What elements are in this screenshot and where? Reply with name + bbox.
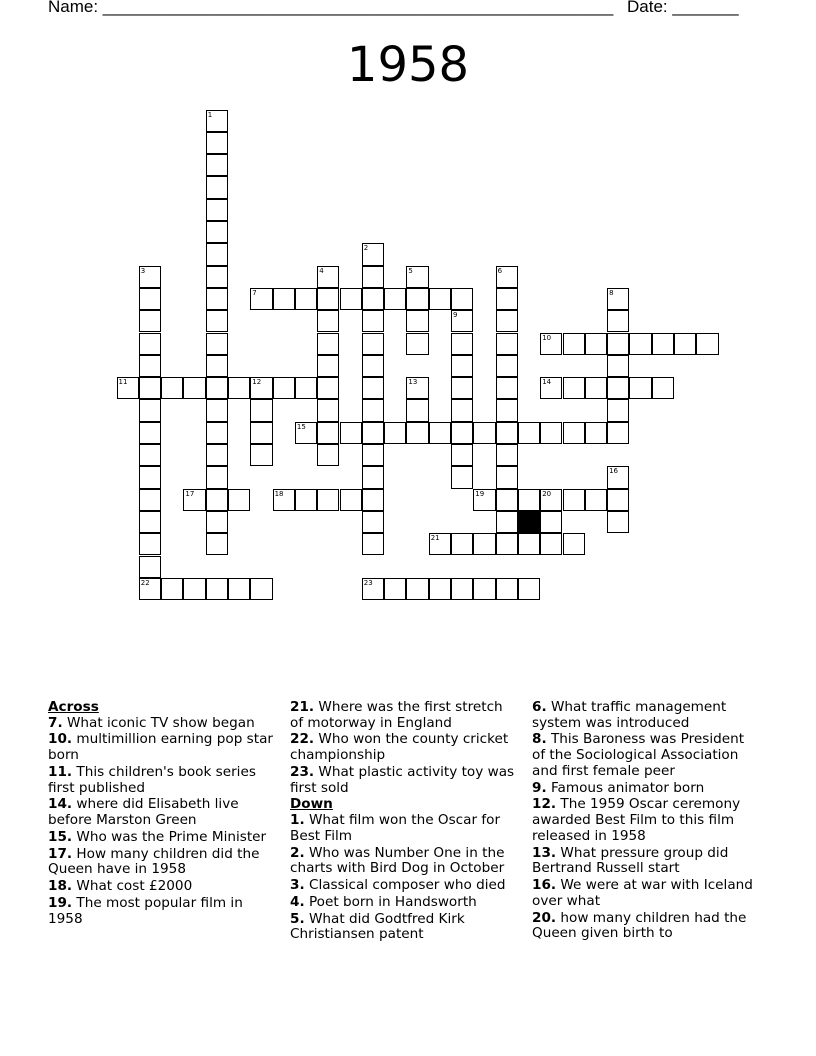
clue-number: 1.: [290, 812, 305, 829]
grid-cell[interactable]: [206, 533, 228, 555]
across-clue: [48, 896, 276, 927]
grid-cell[interactable]: [429, 533, 451, 555]
clue-number: 17.: [48, 845, 73, 862]
grid-cell[interactable]: [206, 310, 228, 332]
grid-cell[interactable]: [451, 578, 473, 600]
grid-cell[interactable]: [317, 377, 339, 399]
grid-black-cell: [518, 511, 540, 533]
grid-cell[interactable]: [206, 221, 228, 243]
grid-cell[interactable]: [161, 578, 183, 600]
grid-cell[interactable]: [473, 422, 495, 444]
grid-cell[interactable]: [206, 399, 228, 421]
down-clue: [290, 878, 518, 894]
grid-cell[interactable]: [250, 578, 272, 600]
grid-cell[interactable]: [206, 266, 228, 288]
down-clue: [532, 797, 760, 844]
grid-cell[interactable]: [206, 199, 228, 221]
clue-text: This Baroness was President of the Sociological Association and first female peer: [532, 731, 745, 779]
grid-cell[interactable]: [451, 288, 473, 310]
grid-cell[interactable]: [273, 288, 295, 310]
clue-number: 8.: [532, 731, 547, 748]
grid-cell[interactable]: [607, 489, 629, 511]
grid-cell[interactable]: [139, 288, 161, 310]
grid-cell[interactable]: [206, 243, 228, 265]
grid-cell[interactable]: [629, 377, 651, 399]
down-clue: [532, 781, 760, 797]
clue-text: What pressure group did Bertrand Russell start: [532, 844, 729, 877]
grid-cell[interactable]: [295, 288, 317, 310]
grid-cell[interactable]: [362, 489, 384, 511]
across-clue: [48, 879, 276, 895]
grid-cell[interactable]: [362, 511, 384, 533]
across-clue: [48, 716, 276, 732]
clue-number: 9.: [532, 779, 547, 796]
grid-cell[interactable]: [496, 266, 518, 288]
clue-text: how many children had the Queen given birth to: [532, 909, 747, 942]
clue-text: This children's book series first published: [48, 763, 256, 796]
clue-text: Poet born in Handsworth: [304, 893, 477, 910]
grid-cell[interactable]: [139, 556, 161, 578]
grid-cell[interactable]: [540, 511, 562, 533]
grid-cell[interactable]: [250, 399, 272, 421]
grid-cell[interactable]: [496, 333, 518, 355]
clue-text: multimillion earning pop star born: [48, 731, 273, 764]
grid-cell[interactable]: [585, 422, 607, 444]
grid-cell[interactable]: [406, 377, 428, 399]
grid-cell[interactable]: [607, 377, 629, 399]
grid-cell[interactable]: [496, 399, 518, 421]
grid-cell[interactable]: [250, 422, 272, 444]
across-clue: [290, 765, 518, 796]
clue-number: 22.: [290, 731, 315, 748]
grid-cell[interactable]: [518, 533, 540, 555]
grid-cell[interactable]: [139, 578, 161, 600]
across-heading: Across: [48, 699, 99, 715]
down-clue: [290, 895, 518, 911]
cell-number: 17: [185, 489, 195, 498]
grid-cell[interactable]: [540, 333, 562, 355]
clue-number: 3.: [290, 877, 305, 894]
clue-text: What film won the Oscar for Best Film: [290, 812, 501, 844]
cell-number: 3: [140, 266, 146, 275]
grid-cell[interactable]: [340, 422, 362, 444]
grid-cell[interactable]: [206, 288, 228, 310]
grid-cell[interactable]: [206, 132, 228, 154]
grid-cell[interactable]: [206, 422, 228, 444]
across-clue: [48, 732, 276, 763]
down-clue: [290, 912, 518, 943]
cell-number: 19: [475, 489, 485, 498]
grid-cell[interactable]: [250, 444, 272, 466]
grid-cell[interactable]: [429, 578, 451, 600]
page-title: 1958: [346, 37, 470, 93]
grid-cell[interactable]: [607, 288, 629, 310]
grid-cell[interactable]: [496, 578, 518, 600]
grid-cell[interactable]: [607, 333, 629, 355]
grid-cell[interactable]: [362, 288, 384, 310]
grid-cell[interactable]: [585, 377, 607, 399]
grid-cell[interactable]: [496, 355, 518, 377]
clue-text: Who won the county cricket championship: [290, 731, 509, 764]
grid-cell[interactable]: [473, 578, 495, 600]
clue-number: 7.: [48, 714, 63, 731]
cell-number: 10: [542, 333, 552, 342]
clue-text: Who was Number One in the charts with Bird Dog in October: [290, 844, 505, 877]
down-clue: [532, 700, 760, 731]
grid-cell[interactable]: [362, 243, 384, 265]
grid-cell[interactable]: [362, 533, 384, 555]
grid-cell[interactable]: [607, 310, 629, 332]
grid-cell[interactable]: [652, 377, 674, 399]
clue-text: Classical composer who died: [304, 877, 506, 894]
grid-cell[interactable]: [473, 489, 495, 511]
grid-cell[interactable]: [540, 489, 562, 511]
grid-cell[interactable]: [496, 288, 518, 310]
grid-cell[interactable]: [340, 489, 362, 511]
clue-number: 5.: [290, 910, 305, 927]
cell-number: 9: [453, 311, 458, 320]
grid-cell[interactable]: [139, 422, 161, 444]
clue-text: What traffic management system was introduced: [532, 699, 727, 731]
grid-cell[interactable]: [674, 333, 696, 355]
down-clue: [532, 911, 760, 942]
grid-cell[interactable]: [362, 310, 384, 332]
grid-cell[interactable]: [139, 533, 161, 555]
grid-cell[interactable]: [206, 355, 228, 377]
grid-cell[interactable]: [139, 466, 161, 488]
grid-cell[interactable]: [384, 422, 406, 444]
down-heading: Down: [290, 796, 333, 813]
clue-text: We were at war with Iceland over what: [532, 877, 753, 909]
clue-number: 2.: [290, 844, 305, 861]
clue-text: The most popular film in 1958: [48, 895, 243, 927]
down-clue: [532, 732, 760, 779]
grid-cell[interactable]: [518, 578, 540, 600]
grid-cell[interactable]: [273, 377, 295, 399]
clue-number: 6.: [532, 699, 547, 715]
grid-cell[interactable]: [563, 489, 585, 511]
grid-cell[interactable]: [451, 533, 473, 555]
grid-cell[interactable]: [451, 399, 473, 421]
grid-cell[interactable]: [362, 422, 384, 444]
grid-cell[interactable]: [273, 489, 295, 511]
grid-cell[interactable]: [228, 377, 250, 399]
grid-cell[interactable]: [607, 399, 629, 421]
grid-cell[interactable]: [496, 489, 518, 511]
clue-number: 23.: [290, 763, 315, 780]
across-clue: [48, 765, 276, 796]
grid-cell[interactable]: [362, 399, 384, 421]
down-clue: [290, 846, 518, 877]
grid-cell[interactable]: [563, 333, 585, 355]
grid-cell[interactable]: [206, 489, 228, 511]
grid-cell[interactable]: [496, 444, 518, 466]
grid-cell[interactable]: [518, 422, 540, 444]
grid-cell[interactable]: [340, 288, 362, 310]
clue-text: Famous animator born: [546, 779, 705, 796]
grid-cell[interactable]: [607, 511, 629, 533]
across-clue: [48, 830, 276, 846]
grid-cell[interactable]: [563, 533, 585, 555]
grid-cell[interactable]: [183, 377, 205, 399]
grid-cell[interactable]: [206, 176, 228, 198]
clue-text: where did Elisabeth live before Marston Green: [48, 796, 239, 829]
cell-number: 8: [609, 288, 614, 297]
cell-number: 16: [609, 467, 619, 476]
grid-cell[interactable]: [451, 444, 473, 466]
across-clue: [290, 700, 518, 731]
grid-cell[interactable]: [206, 578, 228, 600]
grid-cell[interactable]: [406, 399, 428, 421]
grid-cell[interactable]: [607, 355, 629, 377]
grid-cell[interactable]: [496, 310, 518, 332]
grid-cell[interactable]: [317, 288, 339, 310]
grid-cell[interactable]: [317, 310, 339, 332]
grid-cell[interactable]: [250, 377, 272, 399]
grid-cell[interactable]: [540, 422, 562, 444]
grid-cell[interactable]: [607, 422, 629, 444]
clue-number: 21.: [290, 699, 315, 715]
grid-cell[interactable]: [117, 377, 139, 399]
grid-cell[interactable]: [139, 399, 161, 421]
name-field-label: Name: ______________________________________________________: [48, 0, 614, 16]
clue-number: 12.: [532, 796, 557, 813]
down-clue: [290, 813, 518, 844]
grid-cell[interactable]: [362, 355, 384, 377]
clue-column-2: [290, 700, 518, 944]
grid-cell[interactable]: [540, 377, 562, 399]
grid-cell[interactable]: [295, 489, 317, 511]
clue-text: What plastic activity toy was first sold: [290, 763, 515, 796]
grid-cell[interactable]: [540, 533, 562, 555]
across-clue: [48, 847, 276, 878]
grid-cell[interactable]: [362, 333, 384, 355]
grid-cell[interactable]: [384, 578, 406, 600]
grid-cell[interactable]: [496, 377, 518, 399]
grid-cell[interactable]: [206, 444, 228, 466]
grid-cell[interactable]: [295, 422, 317, 444]
grid-cell[interactable]: [317, 333, 339, 355]
cell-number: 4: [319, 266, 324, 275]
grid-cell[interactable]: [607, 466, 629, 488]
clue-text: What iconic TV show began: [62, 714, 255, 731]
grid-cell[interactable]: [295, 377, 317, 399]
grid-cell[interactable]: [406, 333, 428, 355]
cell-number: 12: [252, 378, 262, 387]
grid-cell[interactable]: [406, 266, 428, 288]
grid-cell[interactable]: [362, 578, 384, 600]
grid-cell[interactable]: [317, 399, 339, 421]
clue-column-1: [48, 700, 276, 929]
grid-cell[interactable]: [228, 578, 250, 600]
grid-cell[interactable]: [362, 377, 384, 399]
grid-cell[interactable]: [406, 288, 428, 310]
grid-cell[interactable]: [585, 489, 607, 511]
grid-cell[interactable]: [139, 266, 161, 288]
date-field-label: Date: _______: [627, 0, 739, 16]
cell-number: 13: [408, 378, 418, 387]
grid-cell[interactable]: [317, 266, 339, 288]
cell-number: 7: [252, 288, 257, 297]
grid-cell[interactable]: [362, 444, 384, 466]
grid-cell[interactable]: [228, 489, 250, 511]
grid-cell[interactable]: [139, 310, 161, 332]
grid-cell[interactable]: [384, 288, 406, 310]
across-clue: [48, 797, 276, 828]
grid-cell[interactable]: [696, 333, 718, 355]
grid-cell[interactable]: [496, 533, 518, 555]
clue-number: 16.: [532, 877, 557, 894]
cell-number: 6: [497, 266, 503, 275]
clue-text: Where was the first stretch of motorway in England: [290, 699, 503, 731]
grid-cell[interactable]: [139, 511, 161, 533]
clue-number: 14.: [48, 796, 73, 813]
grid-cell[interactable]: [406, 310, 428, 332]
cell-number: 23: [363, 578, 373, 587]
grid-cell[interactable]: [206, 377, 228, 399]
grid-cell[interactable]: [139, 444, 161, 466]
cell-number: 22: [140, 578, 150, 587]
grid-cell[interactable]: [451, 466, 473, 488]
grid-cell[interactable]: [629, 333, 651, 355]
grid-cell[interactable]: [139, 333, 161, 355]
grid-cell[interactable]: [206, 511, 228, 533]
grid-cell[interactable]: [429, 422, 451, 444]
grid-cell[interactable]: [652, 333, 674, 355]
grid-cell[interactable]: [563, 377, 585, 399]
clues-section: [48, 700, 768, 960]
grid-cell[interactable]: [317, 422, 339, 444]
down-clue: [532, 846, 760, 877]
grid-cell[interactable]: [518, 489, 540, 511]
grid-cell[interactable]: [451, 355, 473, 377]
grid-cell[interactable]: [496, 422, 518, 444]
across-clue: [290, 732, 518, 763]
grid-cell[interactable]: [496, 511, 518, 533]
cell-number: 11: [118, 378, 128, 387]
grid-cell[interactable]: [451, 377, 473, 399]
clue-text: Who was the Prime Minister: [72, 828, 267, 845]
clue-text: The 1959 Oscar ceremony awarded Best Film to this film released in 1958: [532, 796, 741, 844]
clue-column-3: [532, 700, 760, 943]
clue-number: 11.: [48, 763, 73, 780]
cell-number: 21: [430, 534, 440, 543]
grid-cell[interactable]: [183, 578, 205, 600]
cell-number: 14: [542, 378, 552, 387]
grid-cell[interactable]: [206, 110, 228, 132]
clue-number: 13.: [532, 844, 557, 861]
grid-cell[interactable]: [429, 288, 451, 310]
clue-number: 18.: [48, 878, 73, 895]
grid-cell[interactable]: [206, 333, 228, 355]
grid-cell[interactable]: [139, 355, 161, 377]
grid-cell[interactable]: [206, 466, 228, 488]
grid-cell[interactable]: [406, 422, 428, 444]
grid-cell[interactable]: [473, 533, 495, 555]
clue-number: 15.: [48, 828, 73, 845]
grid-cell[interactable]: [206, 154, 228, 176]
grid-cell[interactable]: [317, 489, 339, 511]
grid-cell[interactable]: [183, 489, 205, 511]
grid-cell[interactable]: [496, 466, 518, 488]
grid-cell[interactable]: [250, 288, 272, 310]
grid-cell[interactable]: [362, 466, 384, 488]
grid-cell[interactable]: [585, 333, 607, 355]
cell-number: 5: [408, 266, 413, 275]
clue-text: What did Godtfred Kirk Christiansen patent: [290, 910, 465, 943]
cell-number: 1: [207, 110, 213, 119]
grid-cell[interactable]: [451, 422, 473, 444]
cell-number: 20: [542, 489, 552, 498]
grid-cell[interactable]: [139, 489, 161, 511]
down-clue: [532, 878, 760, 909]
clue-number: 4.: [290, 893, 305, 910]
grid-cell[interactable]: [317, 355, 339, 377]
grid-cell[interactable]: [563, 422, 585, 444]
cell-number: 15: [296, 422, 306, 431]
clue-text: How many children did the Queen have in 1958: [48, 845, 260, 878]
clue-number: 20.: [532, 909, 557, 926]
grid-cell[interactable]: [161, 377, 183, 399]
clue-number: 10.: [48, 731, 73, 748]
grid-cell[interactable]: [362, 266, 384, 288]
cell-number: 18: [274, 489, 284, 498]
grid-cell[interactable]: [317, 444, 339, 466]
grid-cell[interactable]: [406, 578, 428, 600]
grid-cell[interactable]: [451, 333, 473, 355]
clue-text: What cost £2000: [72, 878, 193, 895]
grid-cell[interactable]: [451, 310, 473, 332]
cell-number: 2: [363, 244, 369, 253]
clue-number: 19.: [48, 895, 73, 912]
grid-cell[interactable]: [139, 377, 161, 399]
